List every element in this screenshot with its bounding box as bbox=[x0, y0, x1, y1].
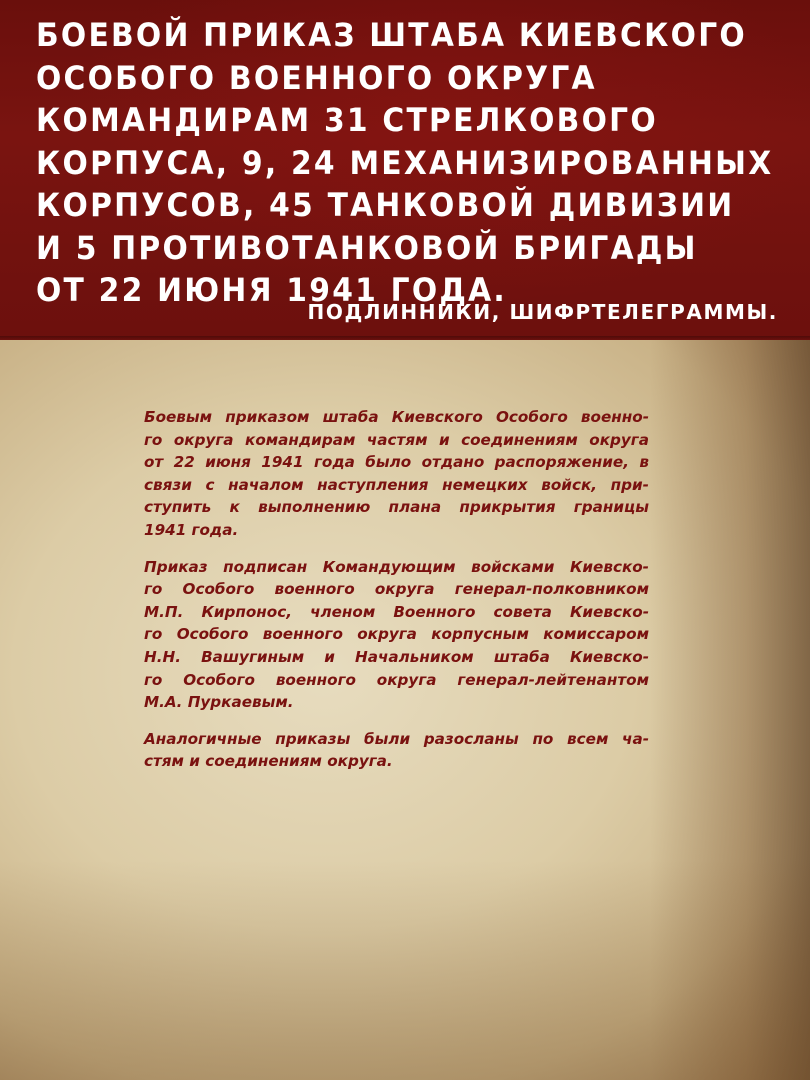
title-line: ОТ 22 ИЮНЯ 1941 ГОДА. bbox=[36, 271, 507, 309]
page-title bbox=[36, 14, 774, 312]
text-line: Боевым приказом штаба Киевского Особого военно- bbox=[144, 408, 649, 426]
header-banner bbox=[0, 0, 810, 340]
title-line: КОРПУСОВ, 45 ТАНКОВОЙ ДИВИЗИИ bbox=[36, 186, 735, 224]
title-line: КОМАНДИРАМ 31 СТРЕЛКОВОГО bbox=[36, 101, 658, 139]
page-subtitle: ПОДЛИННИКИ, ШИФРТЕЛЕГРАММЫ. bbox=[307, 300, 778, 324]
paragraph-3 bbox=[144, 728, 649, 773]
text-line: Приказ подписан Командующим войсками Киевско- bbox=[144, 557, 649, 576]
text-line: М.А. Пуркаевым. bbox=[144, 693, 294, 712]
text-line: го Особого военного округа генерал-лейтенантом bbox=[144, 670, 649, 689]
title-line: КОРПУСА, 9, 24 МЕХАНИЗИРОВАННЫХ bbox=[36, 143, 774, 182]
text-line: М.П. Кирпонос, членом Военного совета Киевско- bbox=[144, 602, 649, 621]
paragraph-2 bbox=[144, 556, 649, 714]
title-line: И 5 ПРОТИВОТАНКОВОЙ БРИГАДЫ bbox=[36, 228, 698, 267]
text-line: го округа командирам частям и соединениям округа bbox=[144, 430, 649, 449]
text-line: го Особого военного округа корпусным комиссаром bbox=[144, 625, 649, 644]
title-line: БОЕВОЙ ПРИКАЗ ШТАБА КИЕВСКОГО bbox=[36, 16, 747, 54]
text-line: от 22 июня 1941 года было отдано распоряжение, в bbox=[144, 453, 649, 472]
text-line: Н.Н. Вашугиным и Начальником штаба Киевско- bbox=[144, 647, 649, 666]
text-line: связи с началом наступления немецких войск, при- bbox=[144, 475, 649, 494]
title-line: ОСОБОГО ВОЕННОГО ОКРУГА bbox=[36, 58, 597, 97]
text-line: стям и соединениям округа. bbox=[144, 752, 393, 771]
text-line: Аналогичные приказы были разосланы по всем ча- bbox=[144, 729, 649, 748]
text-line: 1941 года. bbox=[144, 520, 239, 539]
text-line: ступить к выполнению плана прикрытия границы bbox=[144, 498, 649, 517]
text-line: го Особого военного округа генерал-полковником bbox=[144, 580, 649, 599]
body-text bbox=[144, 406, 649, 787]
paragraph-1 bbox=[144, 406, 649, 542]
